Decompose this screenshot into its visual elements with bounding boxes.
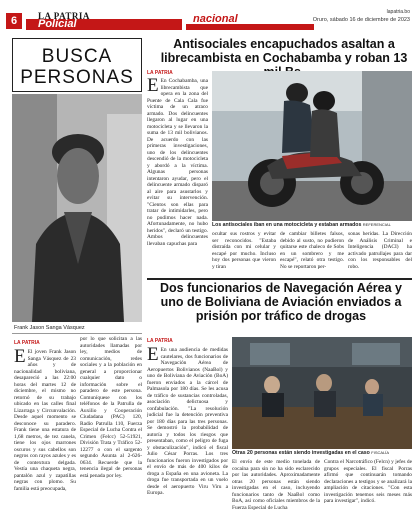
missing-person-text-col2: por lo que solicitan a las autoridades llamadas por ley, medios de comunicación, redes sociales y a la población en general a proporcionar cualquier dato o información sobre el paradero de este persona. Comuníquese con los teléfonos de la Patrulla de Auxilio y Cooperación Ciudadana (PAC) 120, Radio Patrulla 110, Fuerza Especial de Lucha Contra el Crimen (Felcc) 52-51921, División Trata y Tráfico 52-12277 o con el sargento segundo Asunta al 2-626-0634. Recuerde que la tenencia ilegal de personas está penada por ley. [80, 336, 142, 479]
story2-text-col3: Contra el Narcotráfico (Felcn) y jefes de grupos especiales. El fiscal Porras afirmó que continuarán tomando declaraciones a testigos y se analizará la ampliación de citaciones. "Con esta investigación tenemos seis meses más para investigar", indicó. [324, 459, 412, 504]
dropcap: E [14, 349, 26, 367]
missing-person-text-col1: E El joven Frank Jason Sanga Vásquez de 23 años y de nacionalidad boliviana, desapareció a las 22:00 horas del martes 12 de diciembre, el mismo no retornó de su trabajo ubicado en las calles final Lizarraga y Circunvalación. Desde aquel momento se desconoce su paradero. Frank tiene una estatura de 1,68 metros, de tez canela, tiene los ojos marrones oscuros y sus cabellos son negros con rayos azules y es de contextura delgada. Vestía una chaqueta negra, pantalón azul y zapatillas negras con plomo. Su familia está preocupada, [14, 349, 76, 492]
missing-person-title: BUSCA PERSONAS [20, 46, 134, 88]
missing-person-box [12, 38, 142, 92]
story1-byline: LA PATRIA [147, 70, 173, 76]
dropcap: E [147, 78, 159, 96]
brand-name: LA PATRIA [38, 11, 90, 21]
missing-person-photo [12, 94, 142, 322]
missing-person-caption: Frank Jason Sanga Vásquez [14, 325, 85, 331]
dropcap: E [147, 347, 159, 365]
story2-photo [232, 337, 412, 449]
site-url[interactable]: lapatria.bo [386, 9, 410, 15]
story1-text-col3: de cambiar billetes falsos, debido al susto, no pudieron quitarse este chaleco de Sobs en un sombrero y me escapé", relató otra testigo. No se reportaron per- [280, 231, 344, 270]
issue-date: Oruro, sábado 16 de diciembre de 2023 [312, 17, 410, 23]
page-number: 6 [6, 13, 22, 29]
section-name: nacional [193, 13, 238, 25]
story2-byline: LA PATRIA [147, 338, 173, 344]
story1-text-col1: E En Cochabamba, una librecambista que opera en la zona del Puente de Cala Cala fue víctima de un atraco armado. Dos delincuentes llegaron al lugar en una motocicleta y se llevaron la suma de 13 mil bolivianos. De acuerdo con las primeras investigaciones, uno de los delincuentes descendió de la motocicleta y abordó a la víctima. Algunas personas intentaron ayudar, pero el delincuente armado disparó al aire para asustarlos y evitar su intervención. "Cientos son ellas para tratar de intimidarles, pero no pudimos hacer nada. Afortunadamente, no hubo heridos", declaró un testigo. Ambos delincuentes llevaban capuchas para [147, 78, 208, 247]
story1-text-col4: sonas heridas. La Dirección de Análisis Criminal e Inteligencia (DACI) ha activado patrullajes para dar con los responsables del robo. [348, 231, 412, 270]
masthead [0, 0, 420, 30]
brand-section-policial: Policial [38, 18, 77, 30]
courtroom-illustration [232, 337, 412, 449]
story2-headline[interactable]: Dos funcionarios de Navegación Aérea y uno de Boliviana de Aviación enviados a prisión por tráfico de drogas [160, 281, 402, 323]
person-illustration [12, 94, 142, 322]
divider [12, 333, 142, 334]
motorcycle-illustration [212, 71, 412, 221]
story1-headline[interactable]: Antisociales encapuchados asaltan a librecambista en Cochabamba y roban 13 [160, 37, 408, 65]
story2-text-col2: El envío de este medio tonelada de cocaína para sin no ha sido esclarecido por las autoridades. Aproximadamente otras 20 personas están siendo investigadas en el caso, incluyendo funcionarios tanto de NaaBol como BoA, así como oficiales miembros de la Fuerza Especial de Lucha [232, 459, 320, 511]
story1-photo [212, 71, 412, 221]
story2-text-col1: E En una audiencia de medidas cautelares, dos funcionarios de Navegación Aérea de Aeropuertos Bolivianos (NaaBol) y uno de Boliviana de Aviación (BoA) fueron enviados a la cárcel de Palmasola por 180 días. Se les acusa de tráfico de sustancias controladas, asociación delictuosa y confabulación. "La resolución judicial fue la detención preventiva por 180 días para las tres personas. Se demostró la probabilidad de autoría y todos los riesgos que presentaban, como el peligro de fuga y obstaculización", indicó el fiscal Julio César Porras. Los tres funcionarios fueron investigados por el envío de más de 400 kilos de droga a España en una avioneta. La droga fue transportada en un vuelo desde el aeropuerto Viru Viru a Europa. [147, 347, 228, 496]
story1-photo-caption: Los antisociales iban en una motocicleta y estaban armados REFERENCIAL [212, 222, 391, 228]
divider [147, 278, 412, 280]
story1-text-col2: ocultar sus rostros y evitar ser reconocidos. "Estaba distraída con mi celular y escapé por mucho. Incluso hoy dos personas que vieron y tiran [212, 231, 276, 270]
byline-label: LA PATRIA [14, 340, 40, 346]
story2-photo-caption: Otras 20 personas están siendo investigadas en el caso FISCALÍA [232, 450, 390, 456]
